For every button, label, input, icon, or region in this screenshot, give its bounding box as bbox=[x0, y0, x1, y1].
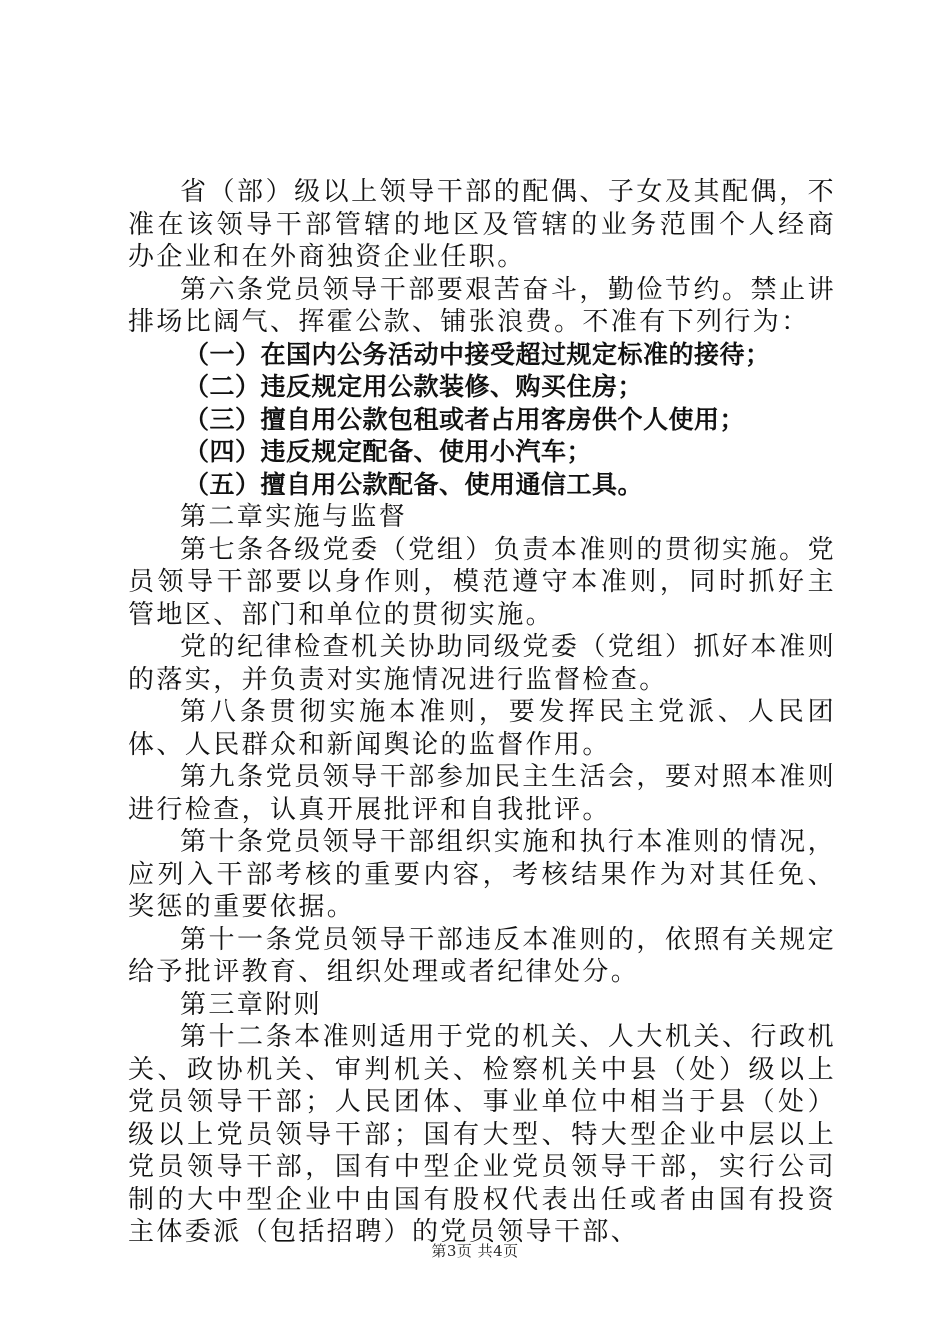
paragraph: 省（部）级以上领导干部的配偶、子女及其配偶，不准在该领导干部管辖的地区及管辖的业务范围个人经商办企业和在外商独资企业任职。 bbox=[128, 177, 836, 272]
chapter-heading: 第三章附则 bbox=[180, 989, 323, 1020]
list-item: （一）在国内公务活动中接受超过规定标准的接待； bbox=[184, 339, 771, 369]
paragraph: 第九条党员领导干部参加民主生活会，要对照本准则进行检查，认真开展批评和自我批评。 bbox=[128, 762, 836, 825]
paragraph: 第七条各级党委（党组）负责本准则的贯彻实施。党员领导干部要以身作则，模范遵守本准则，同时抓好主管地区、部门和单位的贯彻实施。 bbox=[128, 534, 836, 630]
page-footer: 第3页 共4页 bbox=[431, 1242, 519, 1260]
paragraph: 党的纪律检查机关协助同级党委（党组）抓好本准则的落实，并负责对实施情况进行监督检查。 bbox=[128, 632, 836, 695]
paragraph: 第十一条党员领导干部违反本准则的，依照有关规定给予批评教育、组织处理或者纪律处分。 bbox=[128, 924, 836, 987]
paragraph: 第十条党员领导干部组织实施和执行本准则的情况，应列入干部考核的重要内容，考核结果作为对其任免、奖惩的重要依据。 bbox=[128, 827, 836, 922]
paragraph: 第八条贯彻实施本准则，要发挥民主党派、人民团体、人民群众和新闻舆论的监督作用。 bbox=[128, 697, 836, 760]
chapter-heading: 第二章实施与监督 bbox=[180, 502, 408, 532]
document-body bbox=[128, 176, 836, 1249]
paragraph: 第六条党员领导干部要艰苦奋斗，勤俭节约。禁止讲排场比阔气、挥霍公款、铺张浪费。不准有下列行为： bbox=[128, 274, 836, 337]
list-item: （五）擅自用公款配备、使用通信工具。 bbox=[184, 469, 644, 499]
list-item: （四）违反规定配备、使用小汽车； bbox=[184, 437, 593, 466]
paragraph: 第十二条本准则适用于党的机关、人大机关、行政机关、政协机关、审判机关、检察机关中县（处）级以上党员领导干部；人民团体、事业单位中相当于县（处）级以上党员领导干部；国有大型、特大型企业中层以上党员领导干部，国有中型企业党员领导干部，实行公司制的大中型企业中由国有股权代表出任或者由国有投资主体委派（包括招聘）的党员领导干部、 bbox=[128, 1022, 836, 1247]
list-item: （三）擅自用公款包租或者占用客房供个人使用； bbox=[184, 404, 746, 434]
list-item: （二）违反规定用公款装修、购买住房； bbox=[184, 372, 644, 401]
